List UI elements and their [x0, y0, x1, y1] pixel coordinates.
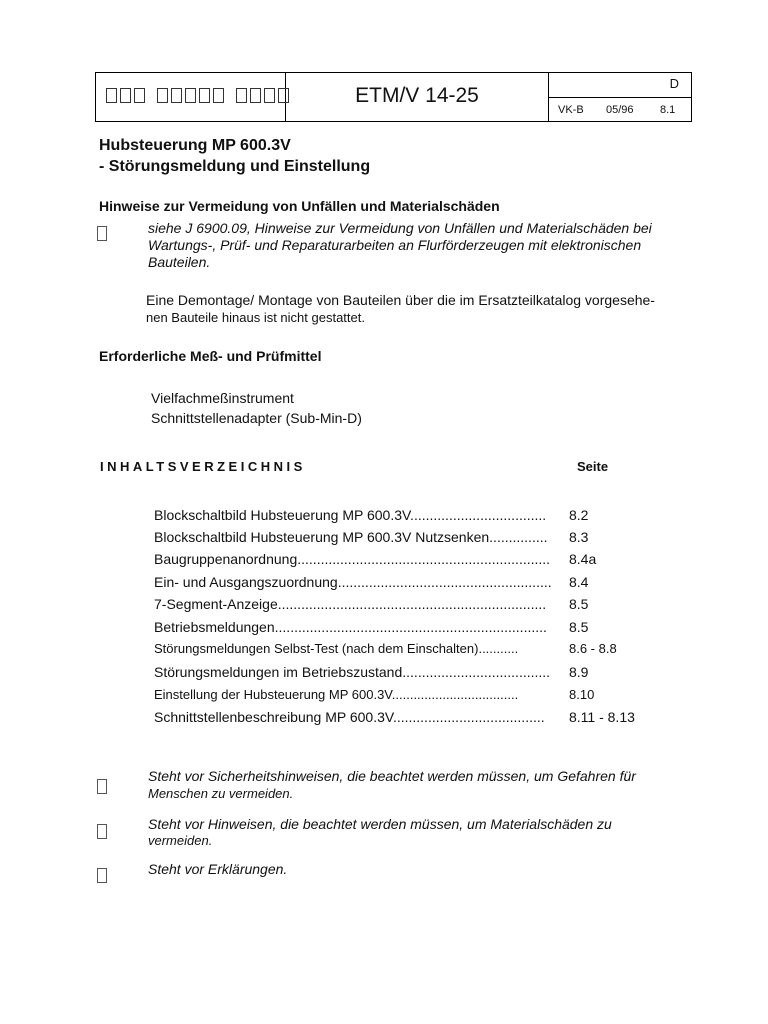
- document-header: [95, 72, 692, 122]
- doc-code-cell: [286, 73, 549, 121]
- logo-placeholder-glyphs: [106, 88, 289, 103]
- toc-entry: [154, 574, 644, 594]
- meta-divider: [549, 97, 691, 98]
- legend-line: Steht vor Hinweisen, die beachtet werden müssen, um Materialschäden zu: [148, 816, 612, 832]
- toc-entry: [154, 551, 644, 571]
- toc-entry: [154, 664, 644, 684]
- toc-entry-label: Baugruppenanordnung.................................................................: [154, 551, 551, 567]
- toc-heading: INHALTSVERZEICHNIS: [100, 459, 306, 474]
- toc-entry-label: Einstellung der Hubsteuerung MP 600.3V...................................: [154, 687, 519, 702]
- toc-entry-page: 8.5: [569, 596, 589, 612]
- legend-line: Steht vor Erklärungen.: [148, 861, 288, 877]
- toc-entry: [154, 687, 644, 707]
- safety-note-line: Wartungs-, Prüf- und Reparaturarbeiten an Flurförderzeugen mit elektronischen: [148, 237, 642, 253]
- safety-paragraph-line: Eine Demontage/ Montage von Bauteilen über die im Ersatzteilkatalog vorgesehe-: [146, 292, 655, 308]
- toc-entry-label: Schnittstellenbeschreibung MP 600.3V.......................................: [154, 709, 545, 725]
- toc-entry-page: 8.4a: [569, 551, 597, 567]
- legend-line: vermeiden.: [148, 833, 213, 848]
- page-subtitle: - Störungsmeldung und Einstellung: [99, 158, 371, 175]
- toc-entry-label: Blockschaltbild Hubsteuerung MP 600.3V Nutzsenken...............: [154, 529, 548, 545]
- doc-code: ETM/V 14-25: [355, 84, 479, 107]
- toc-entry-label: Störungsmeldungen Selbst-Test (nach dem Einschalten)...........: [154, 641, 519, 656]
- toc-entry-label: Ein- und Ausgangszuordnung.......................................................: [154, 574, 552, 590]
- page-number: 8.1: [660, 104, 676, 116]
- toc-entry: [154, 641, 644, 661]
- toc-entry: [154, 619, 644, 639]
- toc-entry-page: 8.10: [569, 687, 595, 702]
- issue-date: 05/96: [606, 104, 634, 116]
- legend-line: Steht vor Sicherheitshinweisen, die beachtet werden müssen, um Gefahren für: [148, 768, 636, 784]
- tools-heading: Erforderliche Meß- und Prüfmittel: [99, 348, 322, 364]
- safety-symbol-icon: [97, 779, 107, 794]
- toc-entry-label: 7-Segment-Anzeige.....................................................................: [154, 596, 547, 612]
- toc-entry-page: 8.6 - 8.8: [569, 641, 617, 656]
- toc-entry: [154, 507, 644, 527]
- logo-cell: [96, 73, 286, 121]
- language-code: D: [669, 76, 679, 91]
- toc-entry-page: 8.5: [569, 619, 589, 635]
- toc-entry-page: 8.4: [569, 574, 589, 590]
- safety-note-line: Bauteilen.: [148, 254, 211, 270]
- toc-entry-page: 8.2: [569, 507, 589, 523]
- tool-item: Schnittstellenadapter (Sub-Min-D): [151, 410, 362, 426]
- toc-entry-label: Störungsmeldungen im Betriebszustand......................................: [154, 664, 551, 680]
- toc-entry-label: Blockschaltbild Hubsteuerung MP 600.3V...................................: [154, 507, 547, 523]
- info-symbol-icon: [97, 868, 107, 883]
- department: VK-B: [558, 104, 584, 116]
- toc-page-heading: Seite: [577, 459, 609, 474]
- toc-entry-page: 8.3: [569, 529, 589, 545]
- toc-entry: [154, 596, 644, 616]
- safety-paragraph-line: nen Bauteile hinaus ist nicht gestattet.: [146, 310, 365, 325]
- warning-icon: [97, 226, 107, 241]
- toc-entry-page: 8.11 - 8.13: [569, 709, 635, 725]
- toc-entry-label: Betriebsmeldungen......................................................................: [154, 619, 547, 635]
- toc-entry: [154, 529, 644, 549]
- legend-line: Menschen zu vermeiden.: [148, 786, 294, 801]
- safety-note-line: siehe J 6900.09, Hinweise zur Vermeidung von Unfällen und Materialschäden bei: [148, 220, 652, 236]
- toc-entry-page: 8.9: [569, 664, 589, 680]
- safety-heading: Hinweise zur Vermeidung von Unfällen und Materialschäden: [99, 198, 500, 214]
- caution-symbol-icon: [97, 824, 107, 839]
- toc-entry: [154, 709, 644, 729]
- tool-item: Vielfachmeßinstrument: [151, 390, 294, 406]
- page-title: Hubsteuerung MP 600.3V: [99, 137, 291, 154]
